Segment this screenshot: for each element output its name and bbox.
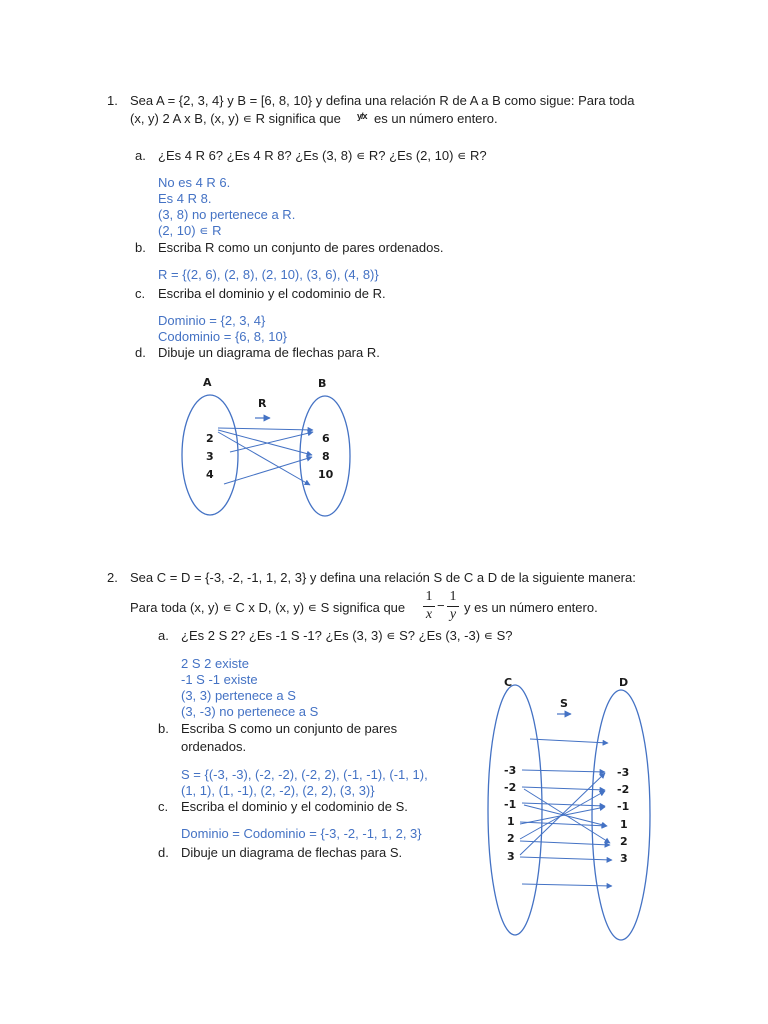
- problem-2-line-2b: y es un número entero.: [464, 600, 598, 615]
- problem-2c-question: Escriba el dominio y el codominio de S.: [181, 799, 408, 814]
- set-c-element: 2: [507, 832, 515, 845]
- problem-1c-letter: c.: [135, 286, 146, 301]
- problem-2b-letter: b.: [158, 721, 169, 736]
- problem-2a-letter: a.: [158, 628, 169, 643]
- problem-1d-letter: d.: [135, 345, 146, 360]
- set-b-element: 8: [322, 450, 330, 463]
- problem-1-number: 1.: [107, 93, 118, 108]
- fraction-2-numerator: 1: [449, 589, 457, 604]
- problem-1b-answer: R = {(2, 6), (2, 8), (2, 10), (3, 6), (4, 8)}: [158, 267, 379, 282]
- problem-2d-question: Dibuje un diagrama de flechas para S.: [181, 845, 403, 860]
- set-c-element: -1: [504, 798, 517, 811]
- arrow-top-decorative: [530, 739, 608, 743]
- problem-1a-answer-1: No es 4 R 6.: [158, 175, 231, 190]
- arrow-3-3: [520, 857, 612, 860]
- problem-1a-answer-4: (2, 10) ∊ R: [158, 223, 222, 238]
- set-c-label: C: [504, 676, 513, 689]
- set-d-label: D: [619, 676, 629, 689]
- set-a-element: 3: [206, 450, 214, 463]
- problem-1c-question: Escriba el dominio y el codominio de R.: [158, 286, 386, 301]
- set-a-element: 4: [206, 468, 214, 481]
- problem-2c-answer: Dominio = Codominio = {-3, -2, -1, 1, 2, 3}: [181, 826, 422, 841]
- arrow-bottom-decorative: [522, 884, 612, 886]
- problem-2-number: 2.: [107, 570, 118, 585]
- set-c-element: 3: [507, 850, 515, 863]
- problem-2b-question-2: ordenados.: [181, 739, 247, 754]
- relation-r-label: R: [258, 397, 267, 410]
- problem-2a-question: ¿Es 2 S 2? ¿Es -1 S -1? ¿Es (3, 3) ∊ S? ¿Es (3, -3) ∊ S?: [181, 628, 513, 643]
- fraction-2-denominator: y: [449, 607, 457, 622]
- problem-1d-question: Dibuje un diagrama de flechas para R.: [158, 345, 380, 360]
- problem-2b-answer-1: S = {(-3, -3), (-2, -2), (-2, 2), (-1, -1), (-1, 1),: [181, 767, 428, 782]
- set-c-element: -3: [504, 764, 517, 777]
- problem-2d-letter: d.: [158, 845, 169, 860]
- relation-s-label: S: [560, 697, 568, 710]
- set-b-element: 6: [322, 432, 330, 445]
- problem-1-line-2a: (x, y) 2 A x B, (x, y) ∊ R significa que: [130, 111, 341, 126]
- problem-2c-letter: c.: [158, 799, 169, 814]
- problem-2a-answer-2: -1 S -1 existe: [181, 672, 258, 687]
- problem-1a-answer-2: Es 4 R 8.: [158, 191, 212, 206]
- set-d-element: -2: [617, 783, 630, 796]
- set-d-element: 3: [620, 852, 628, 865]
- set-d-element: 2: [620, 835, 628, 848]
- fraction-1-numerator: 1: [425, 589, 433, 604]
- problem-1-line-2b: es un número entero.: [374, 111, 498, 126]
- set-a-element: 2: [206, 432, 214, 445]
- set-a-label: A: [203, 376, 212, 389]
- problem-2a-answer-4: (3, -3) no pertenece a S: [181, 704, 319, 719]
- problem-2b-question-1: Escriba S como un conjunto de pares: [181, 721, 398, 736]
- fraction-1-denominator: x: [425, 607, 433, 622]
- set-d-ellipse: [592, 690, 650, 940]
- set-d-element: -3: [617, 766, 630, 779]
- problem-1b-question: Escriba R como un conjunto de pares ordenados.: [158, 240, 444, 255]
- set-c-element: -2: [504, 781, 517, 794]
- fraction-minus: −: [437, 598, 445, 613]
- set-b-label: B: [318, 377, 327, 390]
- problem-2b-answer-2: (1, 1), (1, -1), (2, -2), (2, 2), (3, 3)}: [181, 783, 375, 798]
- problem-1b-letter: b.: [135, 240, 146, 255]
- arrow-n3-n3: [522, 770, 605, 772]
- problem-1c-answer-2: Codominio = {6, 8, 10}: [158, 329, 288, 344]
- set-d-element: -1: [617, 800, 630, 813]
- problem-2-line-1: Sea C = D = {-3, -2, -1, 1, 2, 3} y defina una relación S de C a D de la siguiente manera:: [130, 570, 636, 585]
- problem-1a-answer-3: (3, 8) no pertenece a R.: [158, 207, 296, 222]
- problem-2-line-2a: Para toda (x, y) ∊ C x D, (x, y) ∊ S significa que: [130, 600, 406, 615]
- set-d-element: 1: [620, 818, 628, 831]
- set-c-element: 1: [507, 815, 515, 828]
- problem-1a-letter: a.: [135, 148, 146, 163]
- problem-1c-answer-1: Dominio = {2, 3, 4}: [158, 313, 266, 328]
- problem-1-line-1: Sea A = {2, 3, 4} y B = [6, 8, 10} y defina una relación R de A a B como sigue: Para toda: [130, 93, 635, 108]
- set-b-element: 10: [318, 468, 334, 481]
- problem-2a-answer-3: (3, 3) pertenece a S: [181, 688, 296, 703]
- problem-2a-answer-1: 2 S 2 existe: [181, 656, 249, 671]
- problem-1a-question: ¿Es 4 R 6? ¿Es 4 R 8? ¿Es (3, 8) ∊ R? ¿Es (2, 10) ∊ R?: [158, 148, 487, 163]
- problem-1-inline-fraction: y/x: [357, 111, 367, 121]
